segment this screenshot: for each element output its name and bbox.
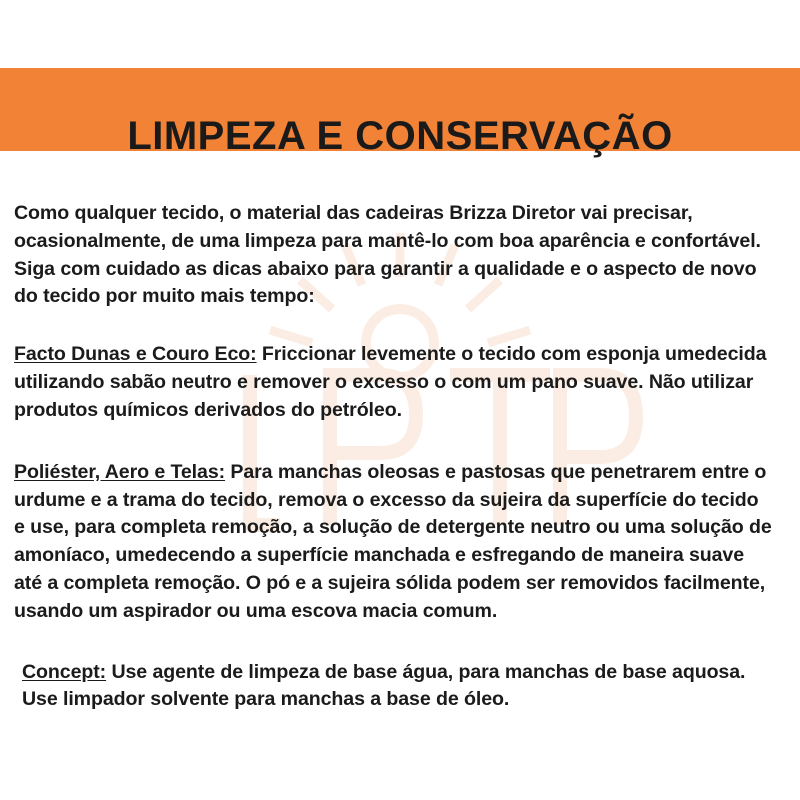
paragraph-poliester-aero-telas: [14, 459, 774, 626]
page-title: LIMPEZA E CONSERVAÇÃO: [127, 114, 673, 159]
paragraph-poliester-text: Para manchas oleosas e pastosas que penetrarem entre o urdume e a trama do tecido, remova o excesso da sujeira da superfície do tecido e use, para completa remoção, a solução de detergente neutro ou uma solução de amoníaco, umedecendo a superfície manchada e esfregando de maneira suave até a completa remoção. O pó e a sujeira sólida podem ser removidos facilmente, usando um aspirador ou uma escova macia comum.: [14, 460, 772, 622]
paragraph-facto-text: Friccionar levemente o tecido com esponja umedecida utilizando sabão neutro e remover o excesso o com um pano suave. Não utilizar produtos químicos derivados do petróleo.: [14, 343, 767, 421]
paragraph-intro-text: Como qualquer tecido, o material das cadeiras Brizza Diretor vai precisar, ocasionalmente, de uma limpeza para mantê-lo com boa aparência e confortável. Siga com cuidado as dicas abaixo para garantir a qualidade e o aspecto de novo do tecido por muito mais tempo:: [14, 202, 761, 308]
paragraph-poliester-lead: Poliéster, Aero e Telas:: [14, 460, 226, 483]
paragraph-concept-text: Use agente de limpeza de base água, para manchas de base aquosa. Use limpador solvente para manchas a base de óleo.: [22, 660, 746, 711]
paragraph-concept-lead: Concept:: [22, 660, 107, 683]
document-body: [0, 151, 800, 714]
paragraph-intro: [14, 200, 774, 311]
paragraph-facto-lead: Facto Dunas e Couro Eco:: [14, 343, 257, 366]
paragraph-concept: [22, 659, 770, 715]
paragraph-facto-dunas-couro-eco: [14, 341, 774, 424]
